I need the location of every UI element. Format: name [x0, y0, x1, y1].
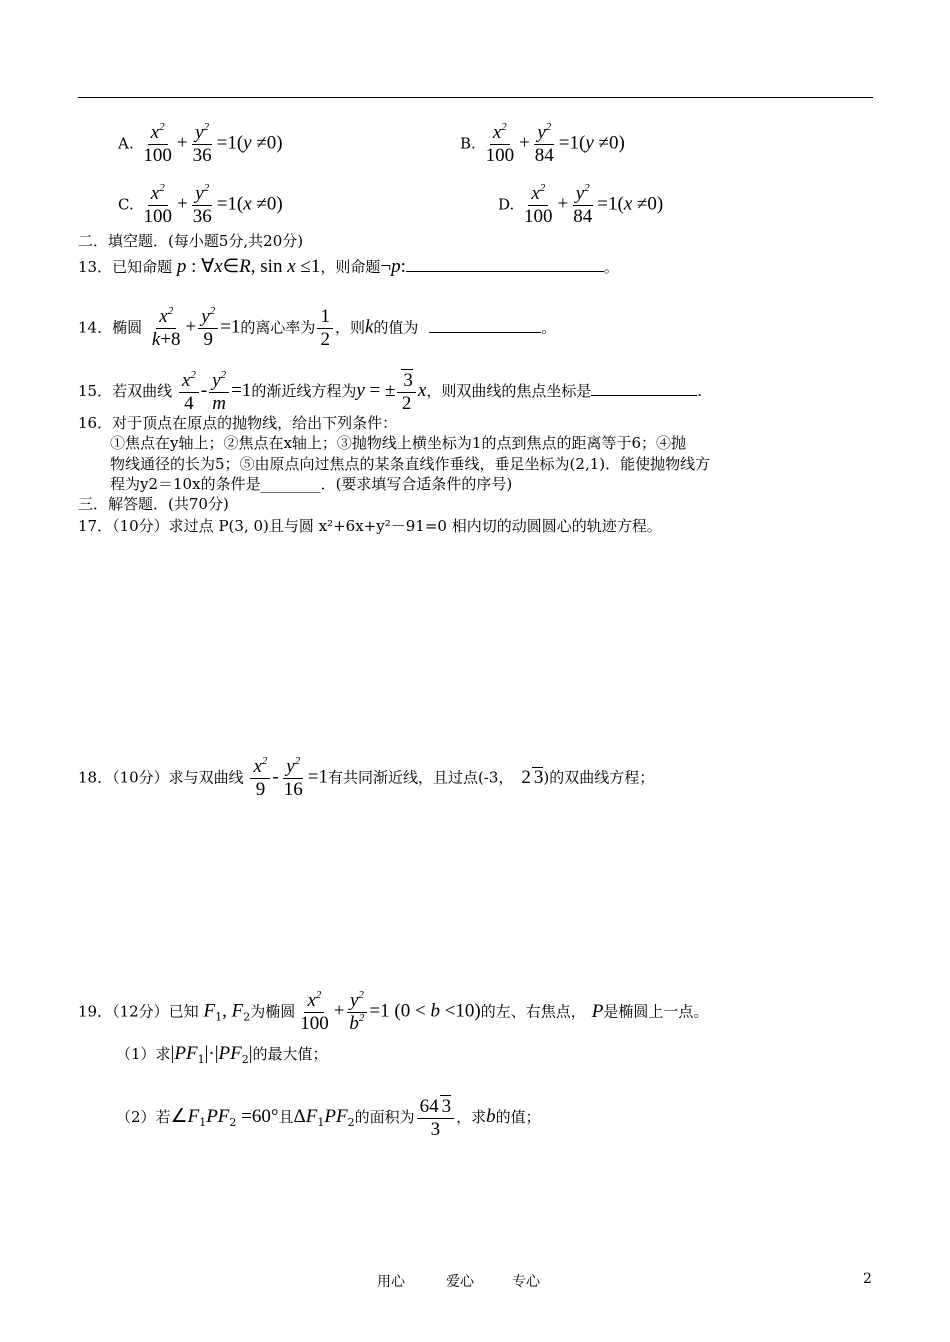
question-18: 18．（10分）求与双曲线 $\frac{x^2}{9}$ - $\frac{y^2}{16}$ =1有共同渐近线，且过点(-3， 2 3)的双曲线方程； [78, 755, 655, 800]
header-rule [78, 97, 873, 98]
answer-blank[interactable] [429, 332, 541, 333]
question-19: 19．（12分）已知 $F_1$, $F_2$为椭圆 $\frac{x^2}{100}$ + $\frac{y^2}{b^2}$ =1 (0 < b <10)的左、右焦点， P是椭圆上一点。 [78, 989, 709, 1034]
option-d: D. $\frac{x^2}{100}$ + $\frac{y^2}{84}$ =1(x ≠0) [498, 182, 664, 227]
answer-blank[interactable] [406, 271, 604, 272]
question-14: 14．椭圆 $\frac{x^2}{k+8}$ + $\frac{y^2}{9}$ =1的离心率为 $\frac{1}{2}$ ，则k的值为 。 [78, 305, 557, 350]
question-15: 15．若双曲线 $\frac{x^2}{4}$ - $\frac{y^2}{m}$ =1的渐近线方程为y = ± $\frac{3}{2}$ x，则双曲线的焦点坐标是 . [78, 368, 703, 414]
section-fill-in-heading: 二．填空题．(每小题5分,共20分) [78, 232, 304, 250]
question-16-line2: ①焦点在y轴上；②焦点在x轴上；③抛物线上横坐标为1的点到焦点的距离等于6；④抛 [110, 434, 687, 452]
question-16-line3: 物线通径的长为5；⑤由原点向过焦点的某条直线作垂线，垂足坐标为(2,1)．能使抛物线方 [110, 455, 711, 473]
footer-middle: 爱心 [446, 1274, 474, 1290]
question-17: 17．（10分）求过点 P(3, 0)且与圆 x²+6x+y²－91=0 相内切的动圆圆心的轨迹方程。 [78, 517, 662, 535]
question-19-part2: （2）若$\angle F_1PF_2 =60^\circ$且$\Delta F_1PF_2$的面积为 $\frac{64 3}{3}$ ，求b的值； [116, 1096, 541, 1140]
footer-left: 用心 [377, 1274, 405, 1290]
option-b: B. $\frac{x^2}{100}$ + $\frac{y^2}{84}$ =1(y ≠0) [460, 121, 625, 166]
question-16-line4: 程为y2＝10x的条件是________．(要求填写合适条件的序号) [110, 475, 513, 493]
option-a: A. $\frac{x^2}{100}$ + $\frac{y^2}{36}$ =1(y ≠0) [118, 121, 283, 166]
option-c: C. $\frac{x^2}{100}$ + $\frac{y^2}{36}$ =1(x ≠0) [118, 182, 283, 227]
section-answer-heading: 三．解答题．(共70分) [78, 495, 229, 513]
question-13: 13．已知命题 p : ∀x∈R, sin x ≤1，则命题¬p: 。 [78, 256, 619, 277]
answer-blank[interactable] [591, 395, 697, 396]
page-number: 2 [863, 1271, 872, 1287]
footer-right: 专心 [512, 1274, 540, 1290]
question-16: 16．对于顶点在原点的抛物线，给出下列条件： [78, 414, 398, 432]
question-19-part1: （1）求$|PF_1|\cdot|PF_2|$的最大值； [116, 1043, 328, 1066]
